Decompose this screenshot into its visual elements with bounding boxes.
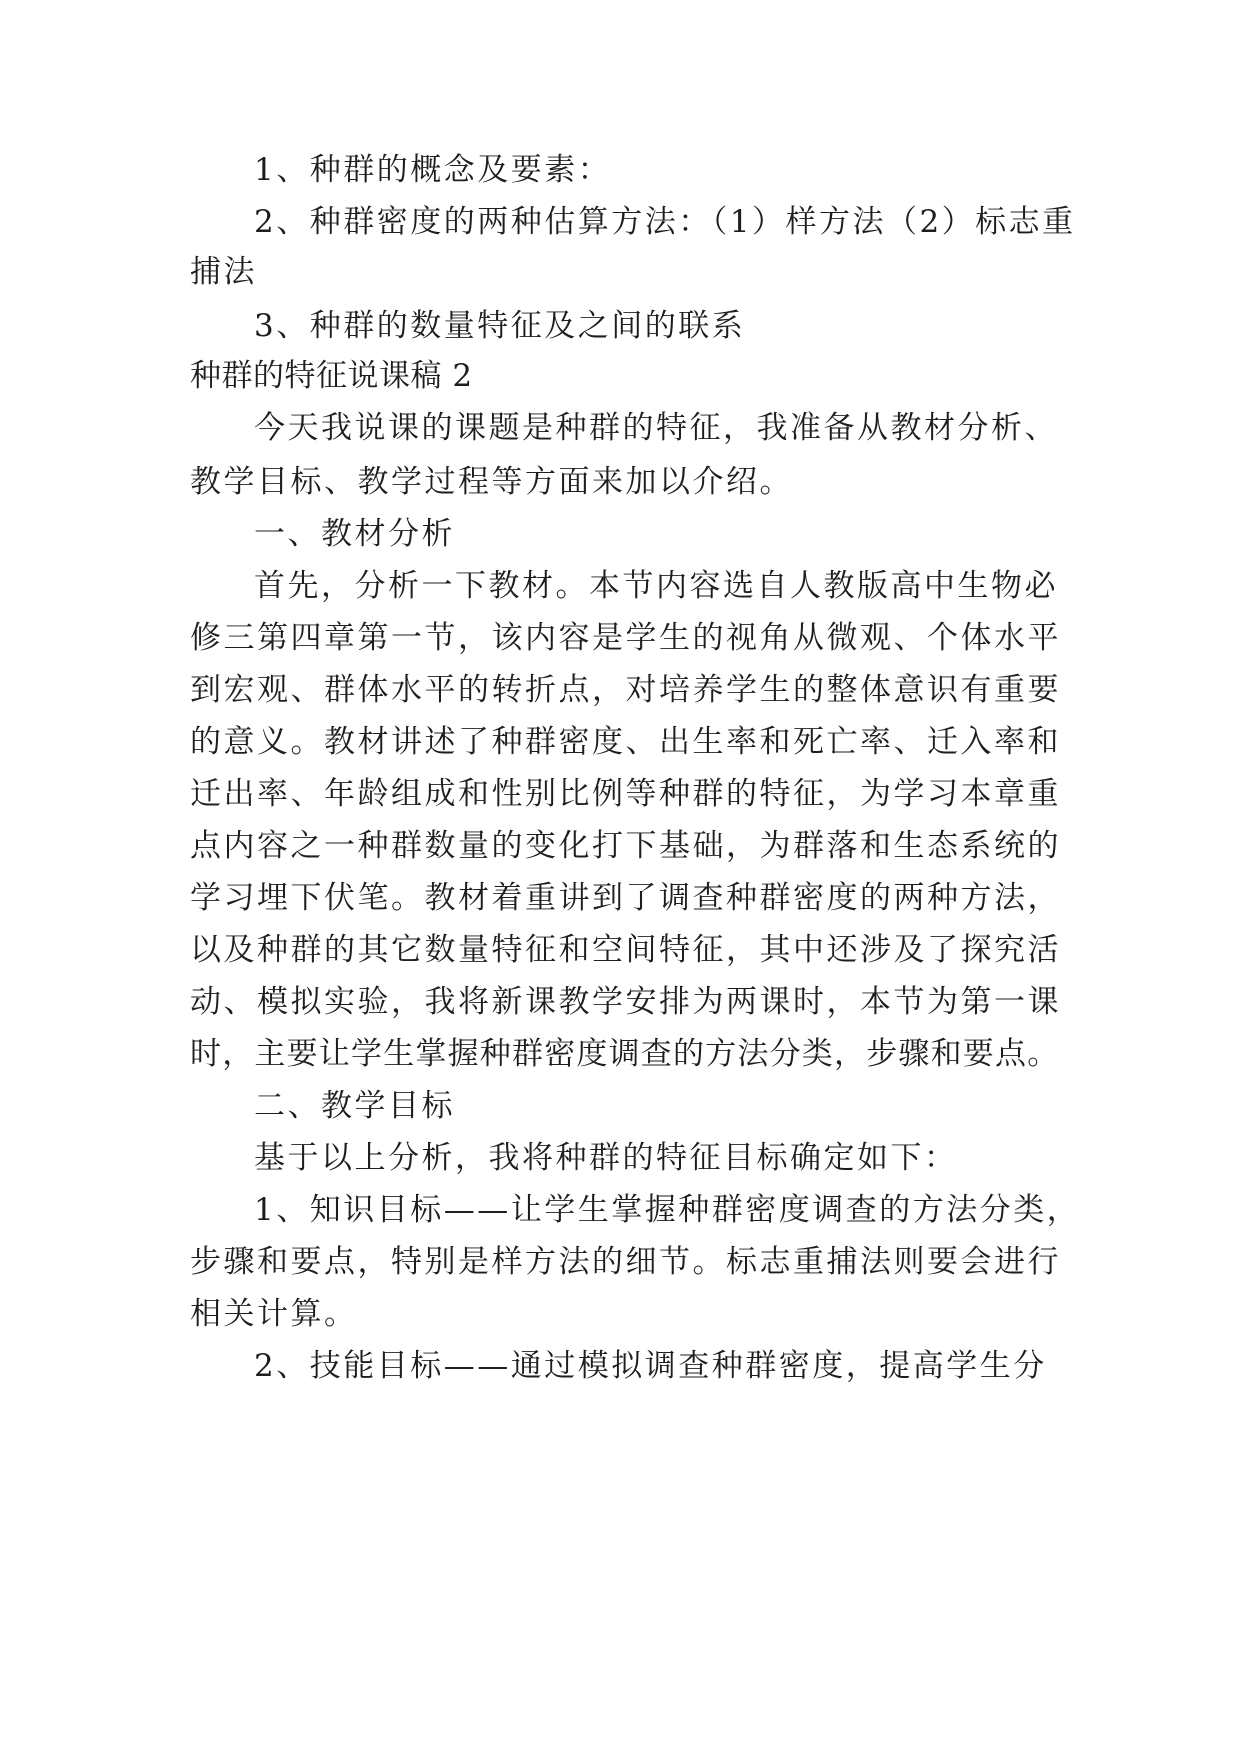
analysis-line-2: 修三第四章第一节，该内容是学生的视角从微观、个体水平 [190, 620, 1061, 656]
goal-knowledge-line-1: 1、知识目标——让学生掌握种群密度调查的方法分类， [254, 1192, 1081, 1228]
analysis-line-10: 时，主要让学生掌握种群密度调查的方法分类，步骤和要点。 [190, 1036, 1060, 1072]
goal-skill-line-1: 2、技能目标——通过模拟调查种群密度，提高学生分 [254, 1348, 1047, 1384]
list-item-2: 2、种群密度的两种估算方法：（1）样方法（2）标志重 [254, 204, 1076, 240]
analysis-line-3: 到宏观、群体水平的转折点，对培养学生的整体意识有重要 [190, 672, 1061, 708]
intro-line-1: 今天我说课的课题是种群的特征，我准备从教材分析、 [254, 410, 1058, 446]
analysis-line-9: 动、模拟实验，我将新课教学安排为两课时，本节为第一课 [190, 984, 1061, 1020]
goal-knowledge-line-3: 相关计算。 [190, 1296, 358, 1332]
analysis-line-4: 的意义。教材讲述了种群密度、出生率和死亡率、迁入率和 [190, 724, 1061, 760]
list-item-2-continued: 捕法 [190, 254, 257, 290]
heading-teaching-goals: 二、教学目标 [254, 1088, 455, 1124]
analysis-line-5: 迁出率、年龄组成和性别比例等种群的特征，为学习本章重 [190, 776, 1061, 812]
list-item-3: 3、种群的数量特征及之间的联系 [254, 308, 746, 344]
analysis-line-7: 学习埋下伏笔。教材着重讲到了调查种群密度的两种方法， [190, 880, 1061, 916]
intro-line-2: 教学目标、教学过程等方面来加以介绍。 [190, 464, 793, 500]
analysis-line-8: 以及种群的其它数量特征和空间特征，其中还涉及了探究活 [190, 932, 1061, 968]
section-title: 种群的特征说课稿 2 [190, 358, 473, 394]
goal-knowledge-line-2: 步骤和要点，特别是样方法的细节。标志重捕法则要会进行 [190, 1244, 1061, 1280]
goals-intro: 基于以上分析，我将种群的特征目标确定如下： [254, 1140, 958, 1176]
list-item-1: 1、种群的概念及要素： [254, 152, 612, 188]
analysis-line-6: 点内容之一种群数量的变化打下基础，为群落和生态系统的 [190, 828, 1061, 864]
analysis-line-1: 首先，分析一下教材。本节内容选自人教版高中生物必 [254, 568, 1058, 604]
heading-textbook-analysis: 一、教材分析 [254, 516, 455, 552]
